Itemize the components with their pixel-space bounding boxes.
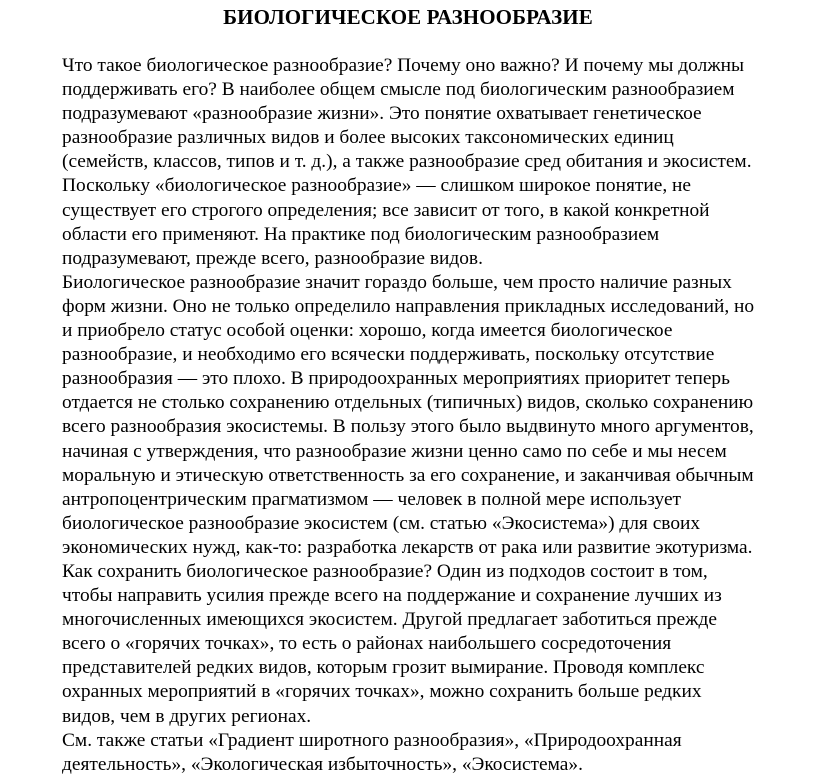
document-body xyxy=(62,54,802,777)
text-line: видов, чем в других регионах. xyxy=(62,705,312,727)
text-line: и приобрело статус особой оценки: хорошо, когда имеется биологическое xyxy=(62,320,673,342)
text-line: подразумевают «разнообразие жизни». Это понятие охватывает генетическое xyxy=(62,103,702,125)
text-line: См. также статьи «Градиент широтного разнообразия», «Природоохранная xyxy=(62,729,682,751)
text-line: биологическое разнообразие экосистем (см. статью «Экосистема») для своих xyxy=(62,512,701,534)
text-line: поддерживать его? В наиболее общем смысле под биологическим разнообразием xyxy=(62,79,735,101)
text-line: многочисленных имеющихся экосистем. Другой предлагает заботиться прежде xyxy=(62,609,717,631)
text-line: Биологическое разнообразие значит гораздо больше, чем просто наличие разных xyxy=(62,271,732,293)
text-line: экономических нужд, как-то: разработка лекарств от рака или развитие экотуризма. xyxy=(62,536,753,558)
text-line: начиная с утверждения, что разнообразие жизни ценно само по себе и мы несем xyxy=(62,440,727,462)
text-line: представителей редких видов, которым грозит вымирание. Проводя комплекс xyxy=(62,657,705,679)
text-line: разнообразия — это плохо. В природоохранных мероприятиях приоритет теперь xyxy=(62,368,730,390)
text-line: области его применяют. На практике под биологическим разнообразием xyxy=(62,223,660,245)
text-line: (семейств, классов, типов и т. д.), а также разнообразие сред обитания и экосистем. xyxy=(62,151,752,173)
text-line: отдается не столько сохранению отдельных (типичных) видов, сколько сохранению xyxy=(62,392,754,414)
text-line: разнообразие различных видов и более высоких таксономических единиц xyxy=(62,127,674,149)
text-line: существует его строгого определения; все зависит от того, в какой конкретной xyxy=(62,199,710,221)
text-line: охранных мероприятий в «горячих точках», можно сохранить больше редких xyxy=(62,681,702,703)
document-title: БИОЛОГИЧЕСКОЕ РАЗНООБРАЗИЕ xyxy=(223,5,593,29)
text-line: чтобы направить усилия прежде всего на поддержание и сохранение лучших из xyxy=(62,585,722,607)
text-line: антропоцентрическим прагматизмом — человек в полной мере использует xyxy=(62,488,682,510)
text-line: моральную и этическую ответственность за его сохранение, и заканчивая обычным xyxy=(62,464,754,486)
text-line: деятельность», «Экологическая избыточность», «Экосистема». xyxy=(62,753,583,775)
text-line: всего о «горячих точках», то есть о районах наибольшего сосредоточения xyxy=(62,633,672,655)
text-line: Поскольку «биологическое разнообразие» — слишком широкое понятие, не xyxy=(62,175,692,197)
text-line: разнообразие, и необходимо его всячески поддерживать, поскольку отсутствие xyxy=(62,344,715,366)
text-line: Как сохранить биологическое разнообразие? Один из подходов состоит в том, xyxy=(62,560,708,582)
text-line: форм жизни. Оно не только определило направления прикладных исследований, но xyxy=(62,295,755,317)
text-line: подразумевают, прежде всего, разнообразие видов. xyxy=(62,247,483,269)
text-line: всего разнообразия экосистемы. В пользу этого было выдвинуто много аргументов, xyxy=(62,416,754,438)
text-line: Что такое биологическое разнообразие? Почему оно важно? И почему мы должны xyxy=(62,55,745,76)
